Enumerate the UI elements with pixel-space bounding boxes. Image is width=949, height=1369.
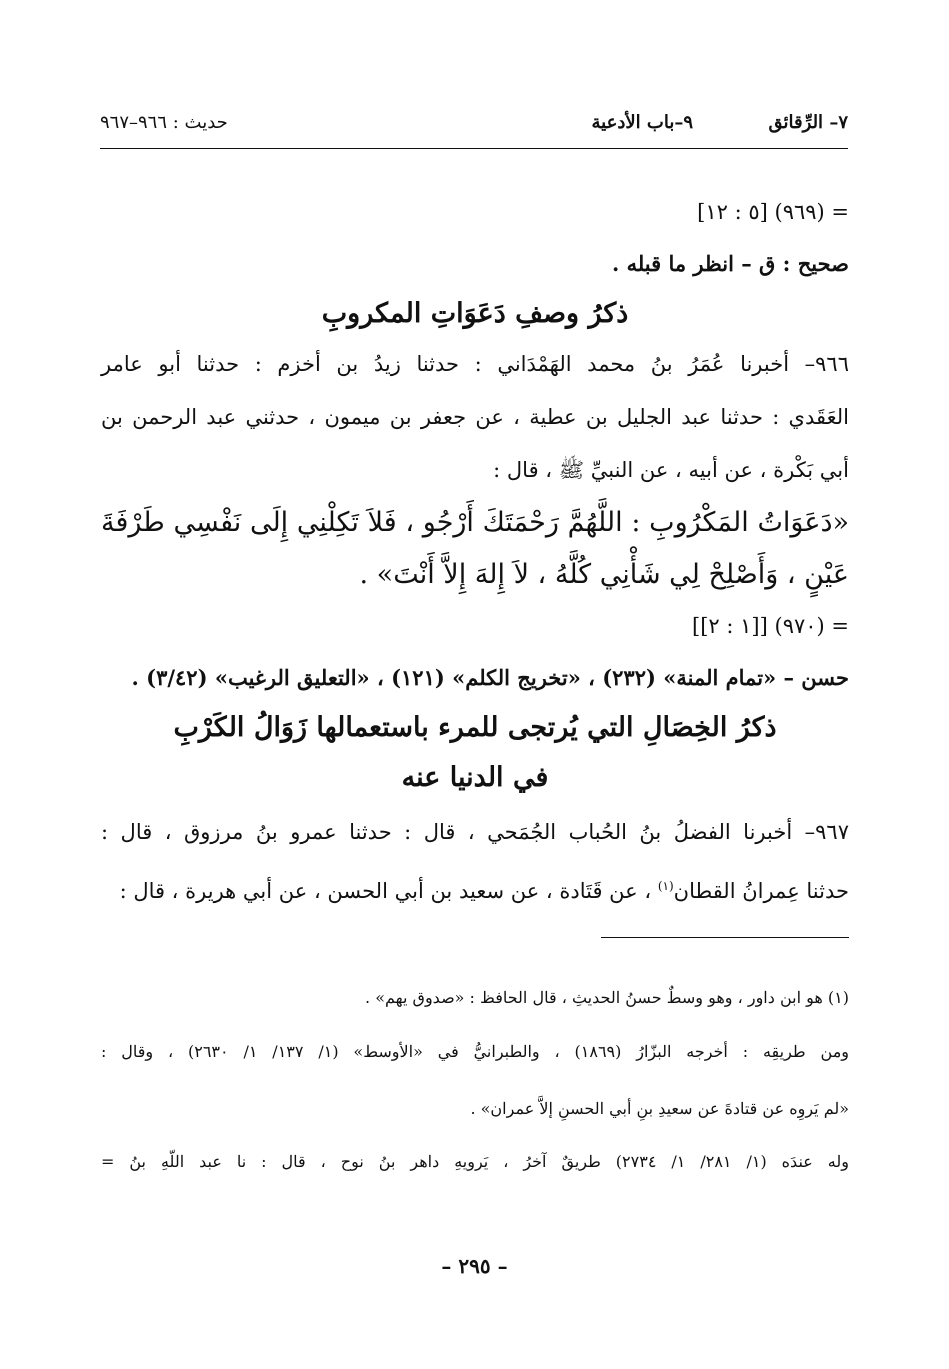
chapter-heading-2b: في الدنيا عنه: [401, 762, 549, 793]
cross-ref-970: = (٩٧٠) [[١ : ٢]]: [692, 614, 849, 638]
cross-ref-969: = (٩٦٩) [٥ : ١٢]: [697, 200, 849, 224]
hadith-966-matn-2: عَيْنٍ ، وَأَصْلِحْ لِي شَأْنِي كُلَّهُ ، لاَ إِلهَ إِلاَّ أَنْتَ» .: [359, 559, 849, 590]
footnote-1-cont-2: «لم يَروِه عن قتادةَ عن سعيدِ بنِ أبي الحسنِ إلاَّ عمران» .: [470, 1099, 849, 1118]
footnote-1-cont-3: وله عندَه (١/ ٢٨١/ ١/ ٢٧٣٤) طريقٌ آخرُ ، يَرويهِ داهر بنُ نوح ، قال : نا عبد اللّهِ بنُ =: [101, 1152, 849, 1171]
hadith-967-line-2: [101, 872, 849, 905]
chapter-heading-2a: ذكرُ الخِصَالِ التي يُرتجى للمرء باستعمالها زَوَالُ الكَرْبِ: [173, 712, 777, 743]
footnote-rule: [601, 937, 849, 938]
hadith-967-line-1: ٩٦٧– أخبرنا الفضلُ بنُ الحُباب الجُمَحي ، قال : حدثنا عمرو بنُ مرزوق ، قال :: [101, 820, 849, 844]
header-hadith-range: حديث : ٩٦٦–٩٦٧: [100, 112, 228, 133]
hadith-967-text-a: حدثنا عِمرانُ القطان: [673, 879, 849, 903]
footnote-1: (١) هو ابن داور ، وهو وسطٌ حسنُ الحديثِ ، قال الحافظ : «صدوق يهم» .: [365, 988, 849, 1007]
running-header: [100, 112, 848, 146]
hadith-966-matn-1: «دَعَوَاتُ المَكْرُوبِ : اللَّهُمَّ رَحْمَتَكَ أَرْجُو ، فَلاَ تَكِلْنِي إِلَى نَفْسِي طَرْفَةَ: [101, 507, 849, 538]
header-rule: [100, 148, 848, 149]
hadith-966-line-3: أبي بَكْرة ، عن أبيه ، عن النبيِّ ﷺ ، قال :: [493, 458, 849, 482]
chapter-heading-1: ذكرُ وصفِ دَعَوَاتِ المكروبِ: [321, 298, 629, 329]
grading-line-1: صحيح : ق – انظر ما قبله .: [611, 251, 849, 276]
grading-line-2: حسن – «تمام المنة» (٢٣٢) ، «تخريج الكلم» (١٢١) ، «التعليق الرغيب» (٣/٤٢) .: [131, 665, 849, 690]
footnote-1-cont-1: ومن طريقِه : أخرجه البزّارُ (١٨٦٩) ، والطبرانيُّ في «الأوسط» (١/ ١٣٧/ ١/ ٢٦٣٠) ، وقال :: [101, 1042, 849, 1061]
header-chapter: ٩–باب الأدعية: [591, 112, 693, 133]
page-number: – ٢٩٥ –: [441, 1254, 508, 1278]
header-section: ٧– الرِّقائق: [768, 112, 848, 133]
hadith-966-line-1: ٩٦٦– أخبرنا عُمَرُ بنُ محمد الهَمْدَاني : حدثنا زيدُ بن أخزم : حدثنا أبو عامر: [101, 352, 849, 376]
hadith-967-text-b: ، عن قَتَادة ، عن سعيد بن أبي الحسن ، عن أبي هريرة ، قال :: [119, 879, 658, 903]
footnote-ref-1: (١): [657, 879, 674, 893]
hadith-966-line-2: العَقَدي : حدثنا عبد الجليل بن عطية ، عن جعفر بن ميمون ، حدثني عبد الرحمن بن: [101, 405, 849, 429]
